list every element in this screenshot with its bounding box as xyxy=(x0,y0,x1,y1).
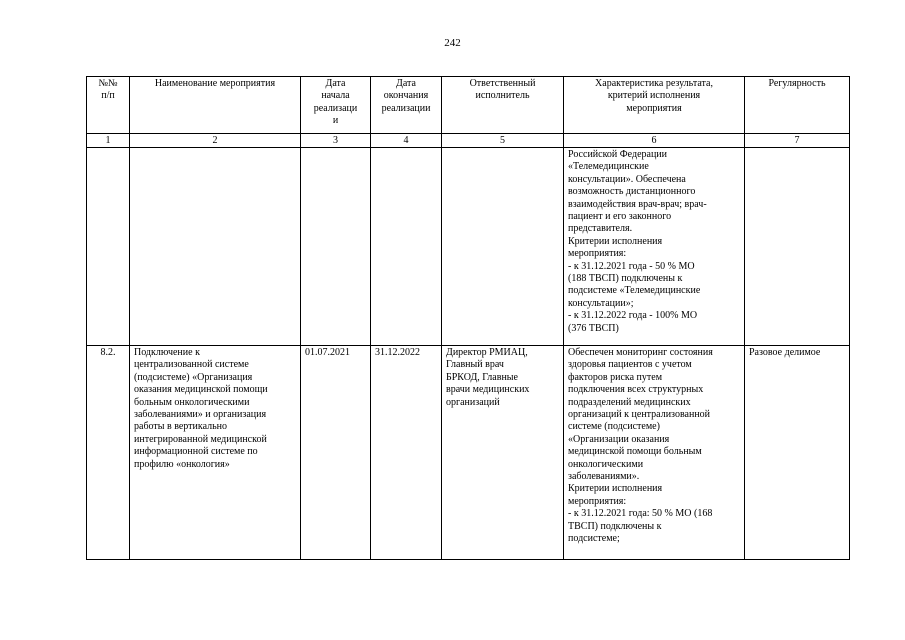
row-number xyxy=(87,148,130,346)
regularity xyxy=(745,148,850,346)
end-date xyxy=(371,148,442,346)
table-row xyxy=(87,148,850,346)
end-date: 31.12.2022 xyxy=(371,346,442,560)
table-row xyxy=(87,346,850,560)
activity-name: Подключение к централизованной системе (подсистеме) «Организация оказания медицинской помощи больным онкологическими заболеваниями» и организация работы в вертикально интегрированной медицинской информационной системе по профилю «онкология» xyxy=(130,346,301,560)
result-description: Обеспечен мониторинг состояния здоровья пациентов с учетом факторов риска путем подключения всех структурных подразделений медицинских организаций к централизованной системе (подсистеме) «Организации оказания медицинской помощи больным онкологическими заболеваниями». Критерии исполнения мероприятия: - к 31.12.2021 года: 50 % МО (168 ТВСП) подключены к подсистеме; xyxy=(564,346,745,560)
start-date: 01.07.2021 xyxy=(301,346,371,560)
responsible: Директор РМИАЦ, Главный врач БРКОД, Главные врачи медицинских организаций xyxy=(442,346,564,560)
column-number: 7 xyxy=(745,134,850,148)
regularity: Разовое делимое xyxy=(745,346,850,560)
column-number: 6 xyxy=(564,134,745,148)
table-header-row xyxy=(87,77,850,134)
header-result: Характеристика результата, критерий исполнения мероприятия xyxy=(564,77,745,134)
column-number: 1 xyxy=(87,134,130,148)
column-number: 2 xyxy=(130,134,301,148)
column-numbers-row xyxy=(87,134,850,148)
header-start-date: Дата начала реализаци и xyxy=(301,77,371,134)
column-number: 3 xyxy=(301,134,371,148)
header-responsible: Ответственный исполнитель xyxy=(442,77,564,134)
activities-table xyxy=(86,76,850,560)
header-end-date: Дата окончания реализации xyxy=(371,77,442,134)
result-description: Российской Федерации «Телемедицинские консультации». Обеспечена возможность дистанционного взаимодействия врач-врач; врач- пациент и его законного представителя. Критерии исполнения мероприятия: - к 31.12.2021 года - 50 % МО (188 ТВСП) подключены к подсистеме «Телемедицинские консультации»; - к 31.12.2022 года - 100% МО (376 ТВСП) xyxy=(564,148,745,346)
column-number: 4 xyxy=(371,134,442,148)
header-activity-name: Наименование мероприятия xyxy=(130,77,301,134)
page-number: 242 xyxy=(444,37,461,49)
row-number: 8.2. xyxy=(87,346,130,560)
column-number: 5 xyxy=(442,134,564,148)
header-regularity: Регулярность xyxy=(745,77,850,134)
header-number: №№ п/п xyxy=(87,77,130,134)
start-date xyxy=(301,148,371,346)
responsible xyxy=(442,148,564,346)
activity-name xyxy=(130,148,301,346)
